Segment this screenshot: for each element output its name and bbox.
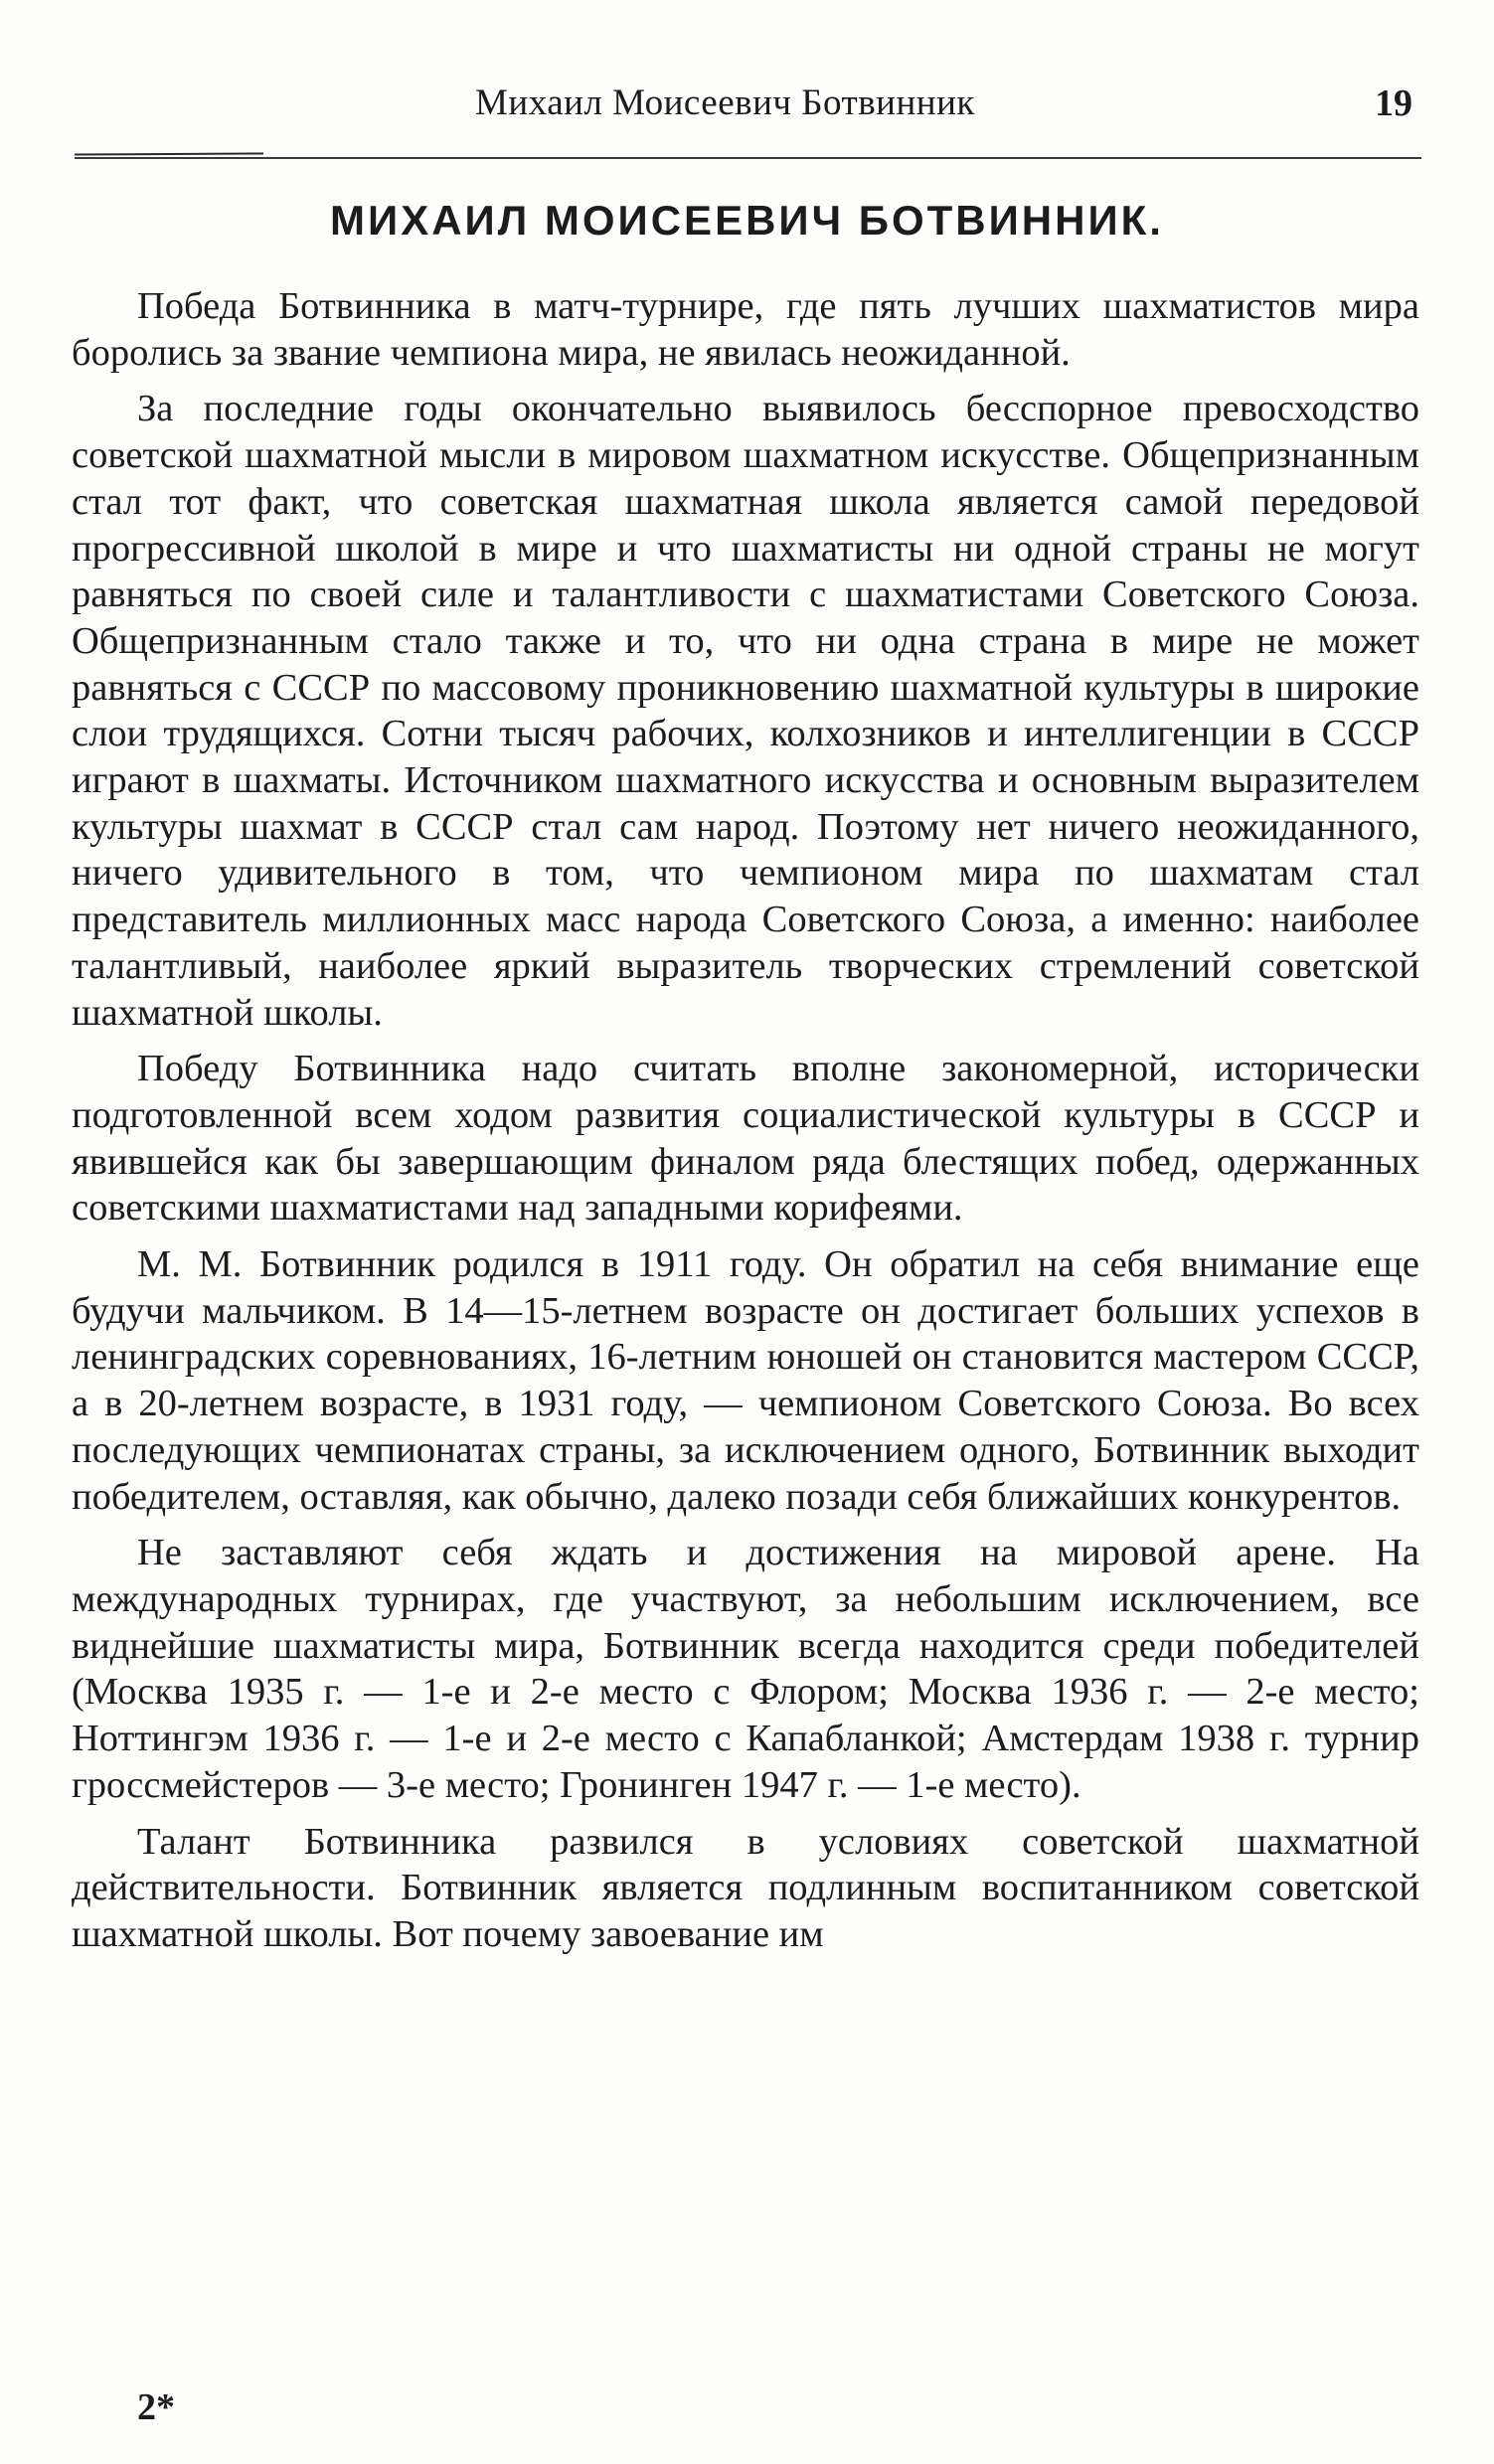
paragraph: Победу Ботвинника надо считать вполне закономерной, исторически подготовленной всем ходом развития социалистической культуры в СССР и явившейся как бы завершающим финалом ряда блестящих побед, одержанных советскими шахматистами над западными корифеями. [72,1048,1419,1230]
paragraph: Победа Ботвинника в матч-турнире, где пять лучших шахматистов мира боролись за звание чемпиона мира, не явилась неожиданной. [72,285,1419,374]
paragraph: Не заставляют себя ждать и достижения на мировой арене. На международных турнирах, где участвуют, за небольшим исключением, все виднейшие шахматисты мира, Ботвинник всегда находится среди победителей (Москва 1935 г. — 1-е и 2-е место с Флором; Москва 1936 г. — 2-е место; Ноттингэм 1936 г. — 1-е и 2-е место с Капабланкой; Амстердам 1938 г. турнир гроссмейстеров — 3-е место; Гронинген 1947 г. — 1-е место). [72,1532,1419,1806]
page-number: 19 [1375,82,1412,124]
signature-mark: 2* [137,2386,175,2428]
paragraph: М. М. Ботвинник родился в 1911 году. Он обратил на себя внимание еще будучи мальчиком. В 14—15-летнем возрасте он достигает больших успехов в ленинградских соревнованиях, 16-летним юношей он становится мастером СССР, а в 20-летнем возрасте, в 1931 году, — чемпионом Советского Союза. Во всех последующих чемпионатах страны, за исключением одного, Ботвинник выходит победителем, оставляя, как обычно, далеко позади себя ближайших конкурентов. [72,1243,1419,1518]
chapter-title: МИХАИЛ МОИСЕЕВИЧ БОТВИННИК. [330,197,1164,244]
header-rule-accent [75,153,263,156]
running-head: Михаил Моисеевич Ботвинник [475,82,975,123]
paragraph: За последние годы окончательно выявилось бесспорное превосходство советской шахматной мысли в мировом шахматном искусстве. Общепризнанным стал тот факт, что советская шахматная школа является самой передовой прогрессивной школой в мире и что шахматисты ни одной страны не могут равняться по своей силе и талантливости с шахматистами Советского Союза. Общепризнанным стало также и то, что ни одна страна в мире не может равняться с СССР по массовому проникновению шахматной культуры в широкие слои трудящихся. Сотни тысяч рабочих, колхозников и интеллигенции в СССР играют в шахматы. Источником шахматного искусства и основным выразителем культуры шахмат в СССР стал сам народ. Поэтому нет ничего неожиданного, ничего удивительного в том, что чемпионом мира по шахматам стал представитель миллионных масс народа Советского Союза, а именно: наиболее талантливый, наиболее яркий выразитель творческих стремлений советской шахматной школы. [72,388,1419,1034]
body-text [72,283,1419,1968]
paragraph: Талант Ботвинника развился в условиях советской шахматной действительности. Ботвинник является подлинным воспитанником советской шахматной школы. Вот почему завоевание им [72,1820,1419,1955]
header-rule [75,157,1421,159]
